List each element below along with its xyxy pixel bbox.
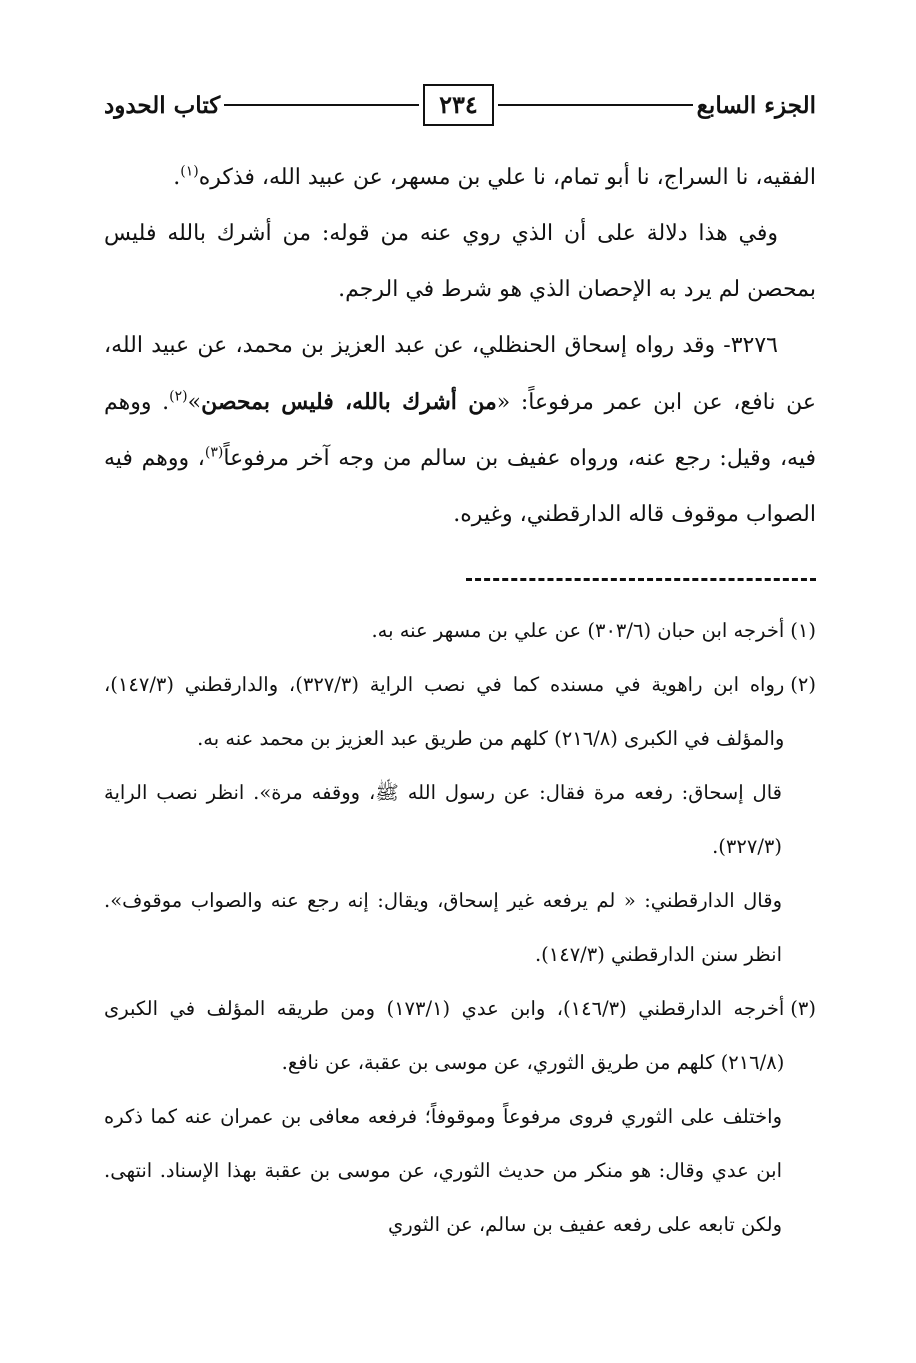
footnote-separator [466,578,816,581]
footnote-1: (١) أخرجه ابن حبان (٣٠٣/٦) عن علي بن مسهر عنه به. [104,604,816,658]
footnote-2-note-a: قال إسحاق: رفعه مرة فقال: عن رسول الله ﷺ، ووقفه مرة». انظر نصب الراية (٣٢٧/٣). [104,781,782,858]
footnote-3: (٣) أخرجه الدارقطني (١٤٦/٣)، وابن عدي (١٧٣/١) ومن طريقه المؤلف في الكبرى (٢١٦/٨) كلهم من طريق الثوري، عن موسى بن عقبة، عن نافع. [104,982,816,1090]
footnote-3-note: واختلف على الثوري فروى مرفوعاً وموقوفاً؛ فرفعه معافى بن عمران عنه كما ذكره ابن عدي وقال: هو منكر من حديث الثوري، عن موسى بن عقبة بهذا الإسناد. انتهى. ولكن تابعه على رفعه عفيف بن سالم، عن الثوري [104,1105,782,1236]
page-number: ٢٣٤ [423,84,494,126]
footnote-ref-3: (٣) [204,444,224,461]
paragraph-1: الفقيه، نا السراج، نا أبو تمام، نا علي بن مسهر، عن عبيد الله، فذكره$^{(١)}$. [173,163,816,190]
footnote-2: (٢) رواه ابن راهوية في مسنده كما في نصب الراية (٣٢٧/٣)، والدارقطني (١٤٧/٣)، والمؤلف في الكبرى (٢١٦/٨) كلهم من طريق عبد العزيز بن محمد عنه به. [104,658,816,766]
footnote-number: (٣) [790,997,816,1020]
volume-title: الجزء السابع [696,91,816,119]
book-title: كتاب الحدود [103,91,221,119]
main-text [104,150,816,543]
footnote-number: (٢) [790,673,816,696]
page-header [104,82,816,128]
footnote-ref-1: (١) [180,163,199,180]
paragraph-2: وفي هذا دلالة على أن الذي روي عنه من قوله: من أشرك بالله فليس بمحصن لم يرد به الإحصان الذي هو شرط في الرجم. [104,221,816,302]
footnote-ref-2: (٢) [169,388,188,405]
header-rule-right [498,104,693,106]
footnote-number: (١) [790,619,816,642]
footnote-2-note-b: وقال الدارقطني: « لم يرفعه غير إسحاق، ويقال: إنه رجع عنه والصواب موقوف». انظر سنن الدارقطني (١٤٧/٣). [104,889,782,966]
header-rule-left [224,104,419,106]
footnotes [104,604,816,1252]
hadith-quote: من أشرك بالله، فليس بمحصن [201,389,497,415]
paragraph-3: ٣٢٧٦- وقد رواه إسحاق الحنظلي، عن عبد العزيز بن محمد، عن عبيد الله، عن نافع، عن ابن عمر مرفوعاً: «من أشرك بالله، فليس بمحصن»$^{(٢)}$. ووهم فيه، وقيل: رجع عنه، ورواه عفيف بن سالم من وجه آخر مرفوعاً$^{(٣)}$، ووهم فيه الصواب موقوف قاله الدارقطني، وغيره. [104,333,816,527]
